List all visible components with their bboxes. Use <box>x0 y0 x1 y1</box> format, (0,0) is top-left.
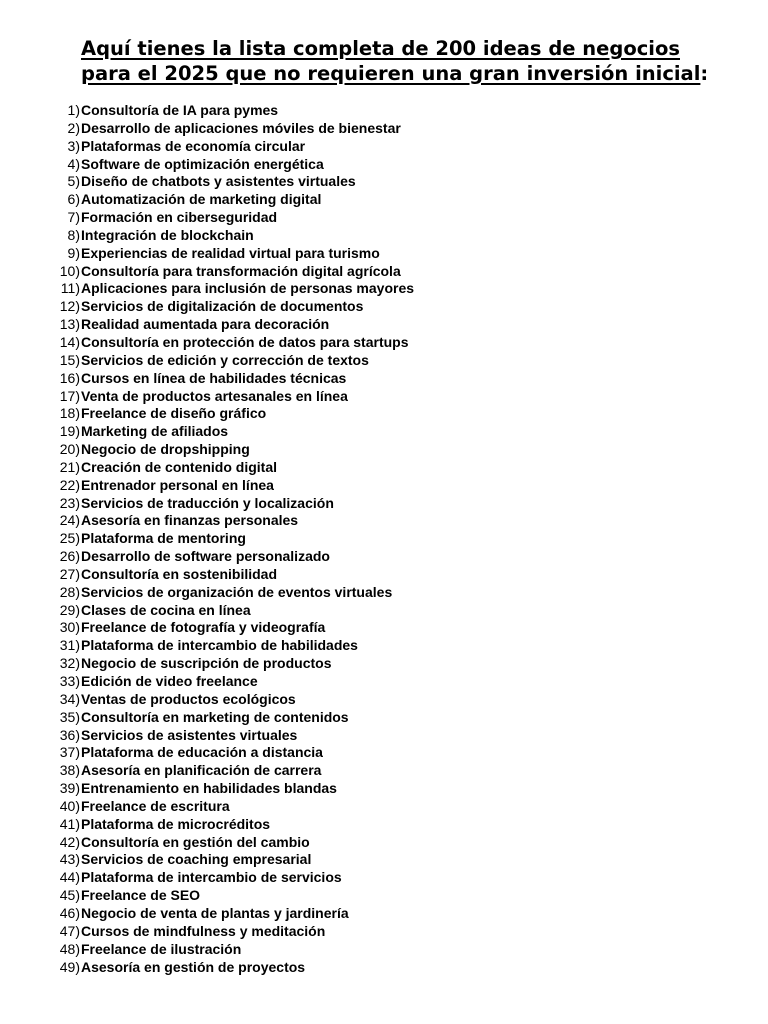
list-item-text: Plataformas de economía circular <box>81 137 306 154</box>
list-item-text: Desarrollo de aplicaciones móviles de bienestar <box>81 119 401 136</box>
list-item-text: Cursos en línea de habilidades técnicas <box>81 369 347 386</box>
list-item-number: 41) <box>59 815 80 832</box>
list-item-number: 20) <box>59 441 80 458</box>
list-item-text: Consultoría en gestión del cambio <box>81 833 310 850</box>
list-item-number: 28) <box>59 583 80 600</box>
list-item-text: Edición de video freelance <box>81 673 258 689</box>
list-item-text: Plataforma de mentoring <box>81 530 246 547</box>
list-item-number: 31) <box>59 637 80 654</box>
document-title-colon: : <box>700 62 709 85</box>
list-item-number: 18) <box>59 405 80 422</box>
list-item-text: Automatización de marketing digital <box>81 191 322 208</box>
list-item-text: Consultoría para transformación digital agrícola <box>81 262 401 279</box>
list-item-number: 12) <box>59 298 80 315</box>
list-item-number: 6) <box>67 191 80 208</box>
list-item-number: 24) <box>59 512 80 529</box>
list-item-text: Servicios de traducción y localización <box>81 494 334 511</box>
list-item-number: 23) <box>59 494 80 511</box>
list-item-text: Asesoría en gestión de proyectos <box>81 958 306 975</box>
list-item-number: 43) <box>59 851 80 868</box>
list-item-text: Marketing de afiliados <box>81 423 229 440</box>
list-item-number: 44) <box>59 869 80 886</box>
list-item-number: 32) <box>59 655 80 672</box>
list-item-text: Negocio de venta de plantas y jardinería <box>81 904 349 921</box>
list-item-text: Formación en ciberseguridad <box>81 209 278 226</box>
list-item-text: Freelance de ilustración <box>81 940 242 957</box>
list-item-number: 21) <box>59 458 80 475</box>
list-item-text: Servicios de digitalización de documentos <box>81 298 364 315</box>
list-item-number: 26) <box>59 548 80 565</box>
list-item-number: 39) <box>59 780 80 797</box>
list-item-text: Ventas de productos ecológicos <box>81 690 296 707</box>
list-item-number: 30) <box>59 619 80 636</box>
list-item-text: Plataforma de microcréditos <box>81 815 271 832</box>
list-item-text: Consultoría en marketing de contenidos <box>81 708 349 725</box>
list-item-text: Cursos de mindfulness y meditación <box>81 922 326 939</box>
list-item-number: 15) <box>59 351 80 368</box>
list-item-number: 46) <box>59 904 80 921</box>
list-item-number: 37) <box>59 744 80 761</box>
list-item-text: Servicios de edición y corrección de textos <box>81 351 369 368</box>
list-item-number: 22) <box>59 476 80 493</box>
list-item-text: Negocio de dropshipping <box>81 441 250 458</box>
list-item-text: Consultoría en sostenibilidad <box>81 565 278 582</box>
list-item-number: 14) <box>59 333 80 350</box>
list-item-number: 7) <box>67 209 80 226</box>
list-item-text: Asesoría en planificación de carrera <box>81 762 322 779</box>
document-title-line2: para el 2025 que no requieren una gran inversión inicial <box>81 62 701 85</box>
list-item-number: 48) <box>59 940 80 957</box>
list-item-text: Servicios de organización de eventos virtuales <box>81 583 393 600</box>
list-item-number: 13) <box>59 316 80 333</box>
list-item-text: Creación de contenido digital <box>81 458 278 475</box>
list-item-number: 42) <box>59 833 80 850</box>
list-item-number: 40) <box>59 797 80 814</box>
list-item-text: Plataforma de intercambio de servicios <box>81 869 342 886</box>
list-item-number: 29) <box>59 601 80 618</box>
list-item-text: Clases de cocina en línea <box>81 601 251 618</box>
list-item-number: 8) <box>67 226 80 243</box>
list-item-number: 3) <box>67 137 80 154</box>
list-item-number: 33) <box>59 673 80 689</box>
list-item-text: Plataforma de educación a distancia <box>81 744 323 761</box>
list-item-text: Consultoría de IA para pymes <box>81 102 279 118</box>
list-item-number: 36) <box>59 726 80 743</box>
list-item-number: 4) <box>67 155 80 172</box>
list-item-number: 9) <box>67 244 80 261</box>
document-title <box>81 36 741 86</box>
list-item-text: Consultoría en protección de datos para startups <box>81 333 409 350</box>
list-item-text: Aplicaciones para inclusión de personas mayores <box>81 280 415 297</box>
list-item-text: Software de optimización energética <box>81 155 324 172</box>
list-item-number: 25) <box>59 530 80 547</box>
document-title-line1: Aquí tienes la lista completa de 200 ideas de negocios <box>81 37 680 60</box>
list-item-number: 5) <box>67 173 80 190</box>
list-item-text: Servicios de coaching empresarial <box>81 851 312 868</box>
list-item-text: Realidad aumentada para decoración <box>81 316 330 333</box>
list-item-text: Freelance de escritura <box>81 797 230 814</box>
list-item-text: Servicios de asistentes virtuales <box>81 726 298 743</box>
list-item-text: Diseño de chatbots y asistentes virtuales <box>81 173 356 190</box>
list-item-text: Desarrollo de software personalizado <box>81 548 330 565</box>
list-item-text: Venta de productos artesanales en línea <box>81 387 348 404</box>
list-item-number: 16) <box>59 369 80 386</box>
list-item-number: 10) <box>59 262 80 279</box>
list-item-number: 47) <box>59 922 80 939</box>
list-item-number: 38) <box>59 762 80 779</box>
list-item-number: 1) <box>67 102 80 118</box>
list-item-text: Integración de blockchain <box>81 226 254 243</box>
list-item-text: Freelance de diseño gráfico <box>81 405 267 422</box>
list-item-number: 17) <box>59 387 80 404</box>
list-item-number: 35) <box>59 708 80 725</box>
list-item-text: Experiencias de realidad virtual para turismo <box>81 244 380 261</box>
list-item-text: Entrenamiento en habilidades blandas <box>81 780 337 797</box>
list-item-number: 2) <box>67 119 80 136</box>
list-item-text: Freelance de fotografía y videografía <box>81 619 326 636</box>
list-item-text: Negocio de suscripción de productos <box>81 655 332 672</box>
list-item-text: Plataforma de intercambio de habilidades <box>81 637 358 654</box>
list-item-number: 11) <box>60 280 80 297</box>
list-item-text: Entrenador personal en línea <box>81 476 274 493</box>
list-item-text: Asesoría en finanzas personales <box>81 512 299 529</box>
list-item-number: 34) <box>59 690 80 707</box>
list-item-text: Freelance de SEO <box>81 887 201 904</box>
list-item-number: 49) <box>59 958 80 975</box>
list-item-number: 27) <box>59 565 80 582</box>
list-item-number: 19) <box>59 423 80 440</box>
list-item-number: 45) <box>59 887 80 904</box>
